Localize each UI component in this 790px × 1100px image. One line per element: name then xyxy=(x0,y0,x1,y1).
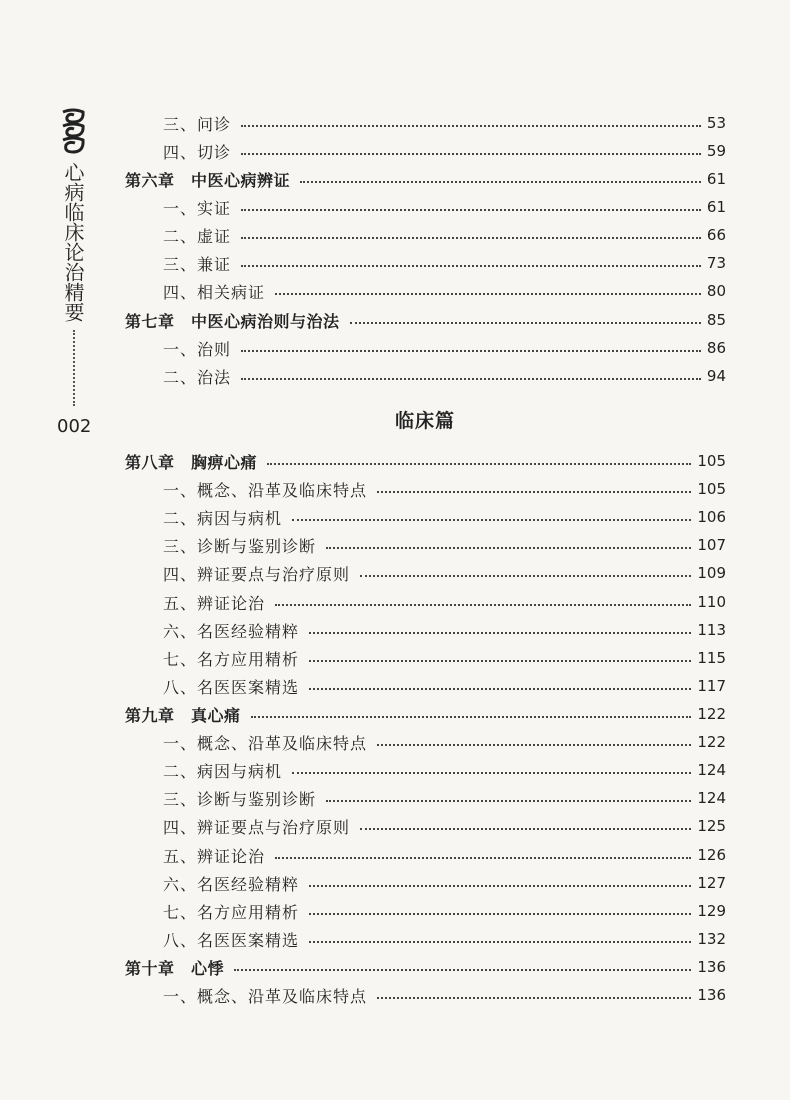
toc-entry-label: 八、名医医案精选 xyxy=(163,930,300,950)
toc-entry-label: 三、诊断与鉴别诊断 xyxy=(163,789,317,809)
toc-page-number: 94 xyxy=(706,367,726,385)
toc-chapter-entry[interactable] xyxy=(125,447,726,475)
toc-page-number: 136 xyxy=(697,986,726,1004)
toc-page-number: 136 xyxy=(697,958,726,976)
toc-section-entry[interactable] xyxy=(163,728,726,756)
toc-page-number: 109 xyxy=(697,564,726,582)
toc-page-number: 122 xyxy=(697,705,726,723)
dot-leader xyxy=(300,181,701,183)
part-heading: 临床篇 xyxy=(394,410,455,432)
toc-entry-label: 二、病因与病机 xyxy=(163,761,283,781)
toc-page-number: 85 xyxy=(706,311,726,329)
toc-section-entry[interactable] xyxy=(163,334,726,362)
toc-page-number: 122 xyxy=(697,733,726,751)
dot-leader xyxy=(309,632,691,634)
toc-section-entry[interactable] xyxy=(163,784,726,812)
dot-leader xyxy=(234,969,691,971)
toc-page-number: 61 xyxy=(706,170,726,188)
toc-section-entry[interactable] xyxy=(163,756,726,784)
toc-entry-label: 四、辨证要点与治疗原则 xyxy=(163,817,351,837)
toc-entry-label: 三、诊断与鉴别诊断 xyxy=(163,536,317,556)
toc-section-entry[interactable] xyxy=(163,897,726,925)
dot-leader xyxy=(326,547,691,549)
toc-entry-label: 七、名方应用精析 xyxy=(163,649,300,669)
dot-leader xyxy=(241,265,701,267)
toc-page-number: 110 xyxy=(697,593,726,611)
toc-section-entry[interactable] xyxy=(163,362,726,390)
dot-leader xyxy=(241,237,701,239)
toc-entry-label: 第十章 心悸 xyxy=(125,958,225,978)
toc-entry-label: 第六章 中医心病辨证 xyxy=(125,170,291,190)
toc-page-number: 127 xyxy=(697,874,726,892)
toc-entry-label: 四、辨证要点与治疗原则 xyxy=(163,564,351,584)
dot-leader xyxy=(309,941,691,943)
toc-section-entry[interactable] xyxy=(163,644,726,672)
toc-page-number: 59 xyxy=(706,142,726,160)
toc-entry-label: 三、问诊 xyxy=(163,114,232,134)
toc-entry-label: 一、实证 xyxy=(163,198,232,218)
toc-chapter-entry[interactable] xyxy=(125,953,726,981)
toc-page-number: 117 xyxy=(697,677,726,695)
toc-page-number: 124 xyxy=(697,789,726,807)
margin-dotted-divider xyxy=(73,330,75,406)
toc-page-number: 80 xyxy=(706,282,726,300)
toc-entry-label: 六、名医经验精粹 xyxy=(163,621,300,641)
toc-entry-label: 一、概念、沿革及临床特点 xyxy=(163,733,368,753)
decorative-swirl-logo-icon xyxy=(60,108,86,156)
dot-leader xyxy=(251,716,692,718)
book-title-vertical: 心病临床论治精要 xyxy=(61,162,85,322)
dot-leader xyxy=(292,519,691,521)
toc-section-entry[interactable] xyxy=(163,475,726,503)
toc-page-number: 61 xyxy=(706,198,726,216)
dot-leader xyxy=(377,744,691,746)
dot-leader xyxy=(275,293,701,295)
dot-leader xyxy=(309,913,691,915)
toc-section-entry[interactable] xyxy=(163,193,726,221)
toc-entry-label: 八、名医医案精选 xyxy=(163,677,300,697)
dot-leader xyxy=(292,772,691,774)
toc-entry-label: 五、辨证论治 xyxy=(163,593,266,613)
toc-entry-label: 二、虚证 xyxy=(163,226,232,246)
toc-section-entry[interactable] xyxy=(163,277,726,305)
toc-section-entry[interactable] xyxy=(163,137,726,165)
toc-section-entry[interactable] xyxy=(163,588,726,616)
toc-entry-label: 一、概念、沿革及临床特点 xyxy=(163,480,368,500)
toc-section-entry[interactable] xyxy=(163,221,726,249)
toc-section-entry[interactable] xyxy=(163,503,726,531)
dot-leader xyxy=(360,575,691,577)
dot-leader xyxy=(377,997,691,999)
dot-leader xyxy=(360,828,691,830)
toc-entry-label: 一、概念、沿革及临床特点 xyxy=(163,986,368,1006)
toc-page-number: 106 xyxy=(697,508,726,526)
toc-page-number: 129 xyxy=(697,902,726,920)
toc-entry-label: 四、切诊 xyxy=(163,142,232,162)
toc-page-number: 115 xyxy=(697,649,726,667)
toc-page-number: 125 xyxy=(697,817,726,835)
toc-section-entry[interactable] xyxy=(163,249,726,277)
toc-page-number: 107 xyxy=(697,536,726,554)
toc-page-number: 126 xyxy=(697,846,726,864)
toc-section-entry[interactable] xyxy=(163,616,726,644)
toc-section-entry[interactable] xyxy=(163,109,726,137)
toc-page-number: 105 xyxy=(697,452,726,470)
toc-chapter-entry[interactable] xyxy=(125,165,726,193)
toc-section-entry[interactable] xyxy=(163,531,726,559)
page-number: 002 xyxy=(57,416,92,437)
dot-leader xyxy=(309,660,691,662)
toc-page-number: 86 xyxy=(706,339,726,357)
toc-entry-label: 第八章 胸痹心痛 xyxy=(125,452,258,472)
dot-leader xyxy=(241,350,701,352)
toc-entry-label: 七、名方应用精析 xyxy=(163,902,300,922)
toc-section-entry[interactable] xyxy=(163,672,726,700)
toc-chapter-entry[interactable] xyxy=(125,306,726,334)
dot-leader xyxy=(377,491,691,493)
dot-leader xyxy=(309,885,691,887)
toc-chapter-entry[interactable] xyxy=(125,700,726,728)
dot-leader xyxy=(309,688,691,690)
dot-leader xyxy=(241,125,701,127)
toc-entry-label: 二、治法 xyxy=(163,367,232,387)
toc-page-number: 53 xyxy=(706,114,726,132)
toc-page-number: 132 xyxy=(697,930,726,948)
toc-section-entry[interactable] xyxy=(163,981,726,1009)
toc-section-entry[interactable] xyxy=(163,812,726,840)
toc-entry-label: 第九章 真心痛 xyxy=(125,705,241,725)
toc-section-entry[interactable] xyxy=(163,869,726,897)
toc-section-entry[interactable] xyxy=(163,559,726,587)
toc-entry-label: 五、辨证论治 xyxy=(163,846,266,866)
dot-leader xyxy=(241,153,701,155)
toc-page-number: 105 xyxy=(697,480,726,498)
toc-page-number: 66 xyxy=(706,226,726,244)
toc-entry-label: 第七章 中医心病治则与治法 xyxy=(125,311,340,331)
dot-leader xyxy=(350,322,701,324)
toc-section-entry[interactable] xyxy=(163,925,726,953)
toc-entry-label: 一、治则 xyxy=(163,339,232,359)
dot-leader xyxy=(326,800,691,802)
dot-leader xyxy=(241,378,701,380)
toc-page-number: 73 xyxy=(706,254,726,272)
toc-page-number: 113 xyxy=(697,621,726,639)
dot-leader xyxy=(275,604,691,606)
dot-leader xyxy=(275,857,691,859)
dot-leader xyxy=(241,209,701,211)
toc-page-number: 124 xyxy=(697,761,726,779)
dot-leader xyxy=(267,463,691,465)
toc-entry-label: 二、病因与病机 xyxy=(163,508,283,528)
toc-entry-label: 六、名医经验精粹 xyxy=(163,874,300,894)
toc-section-entry[interactable] xyxy=(163,841,726,869)
toc-entry-label: 四、相关病证 xyxy=(163,282,266,302)
toc-entry-label: 三、兼证 xyxy=(163,254,232,274)
